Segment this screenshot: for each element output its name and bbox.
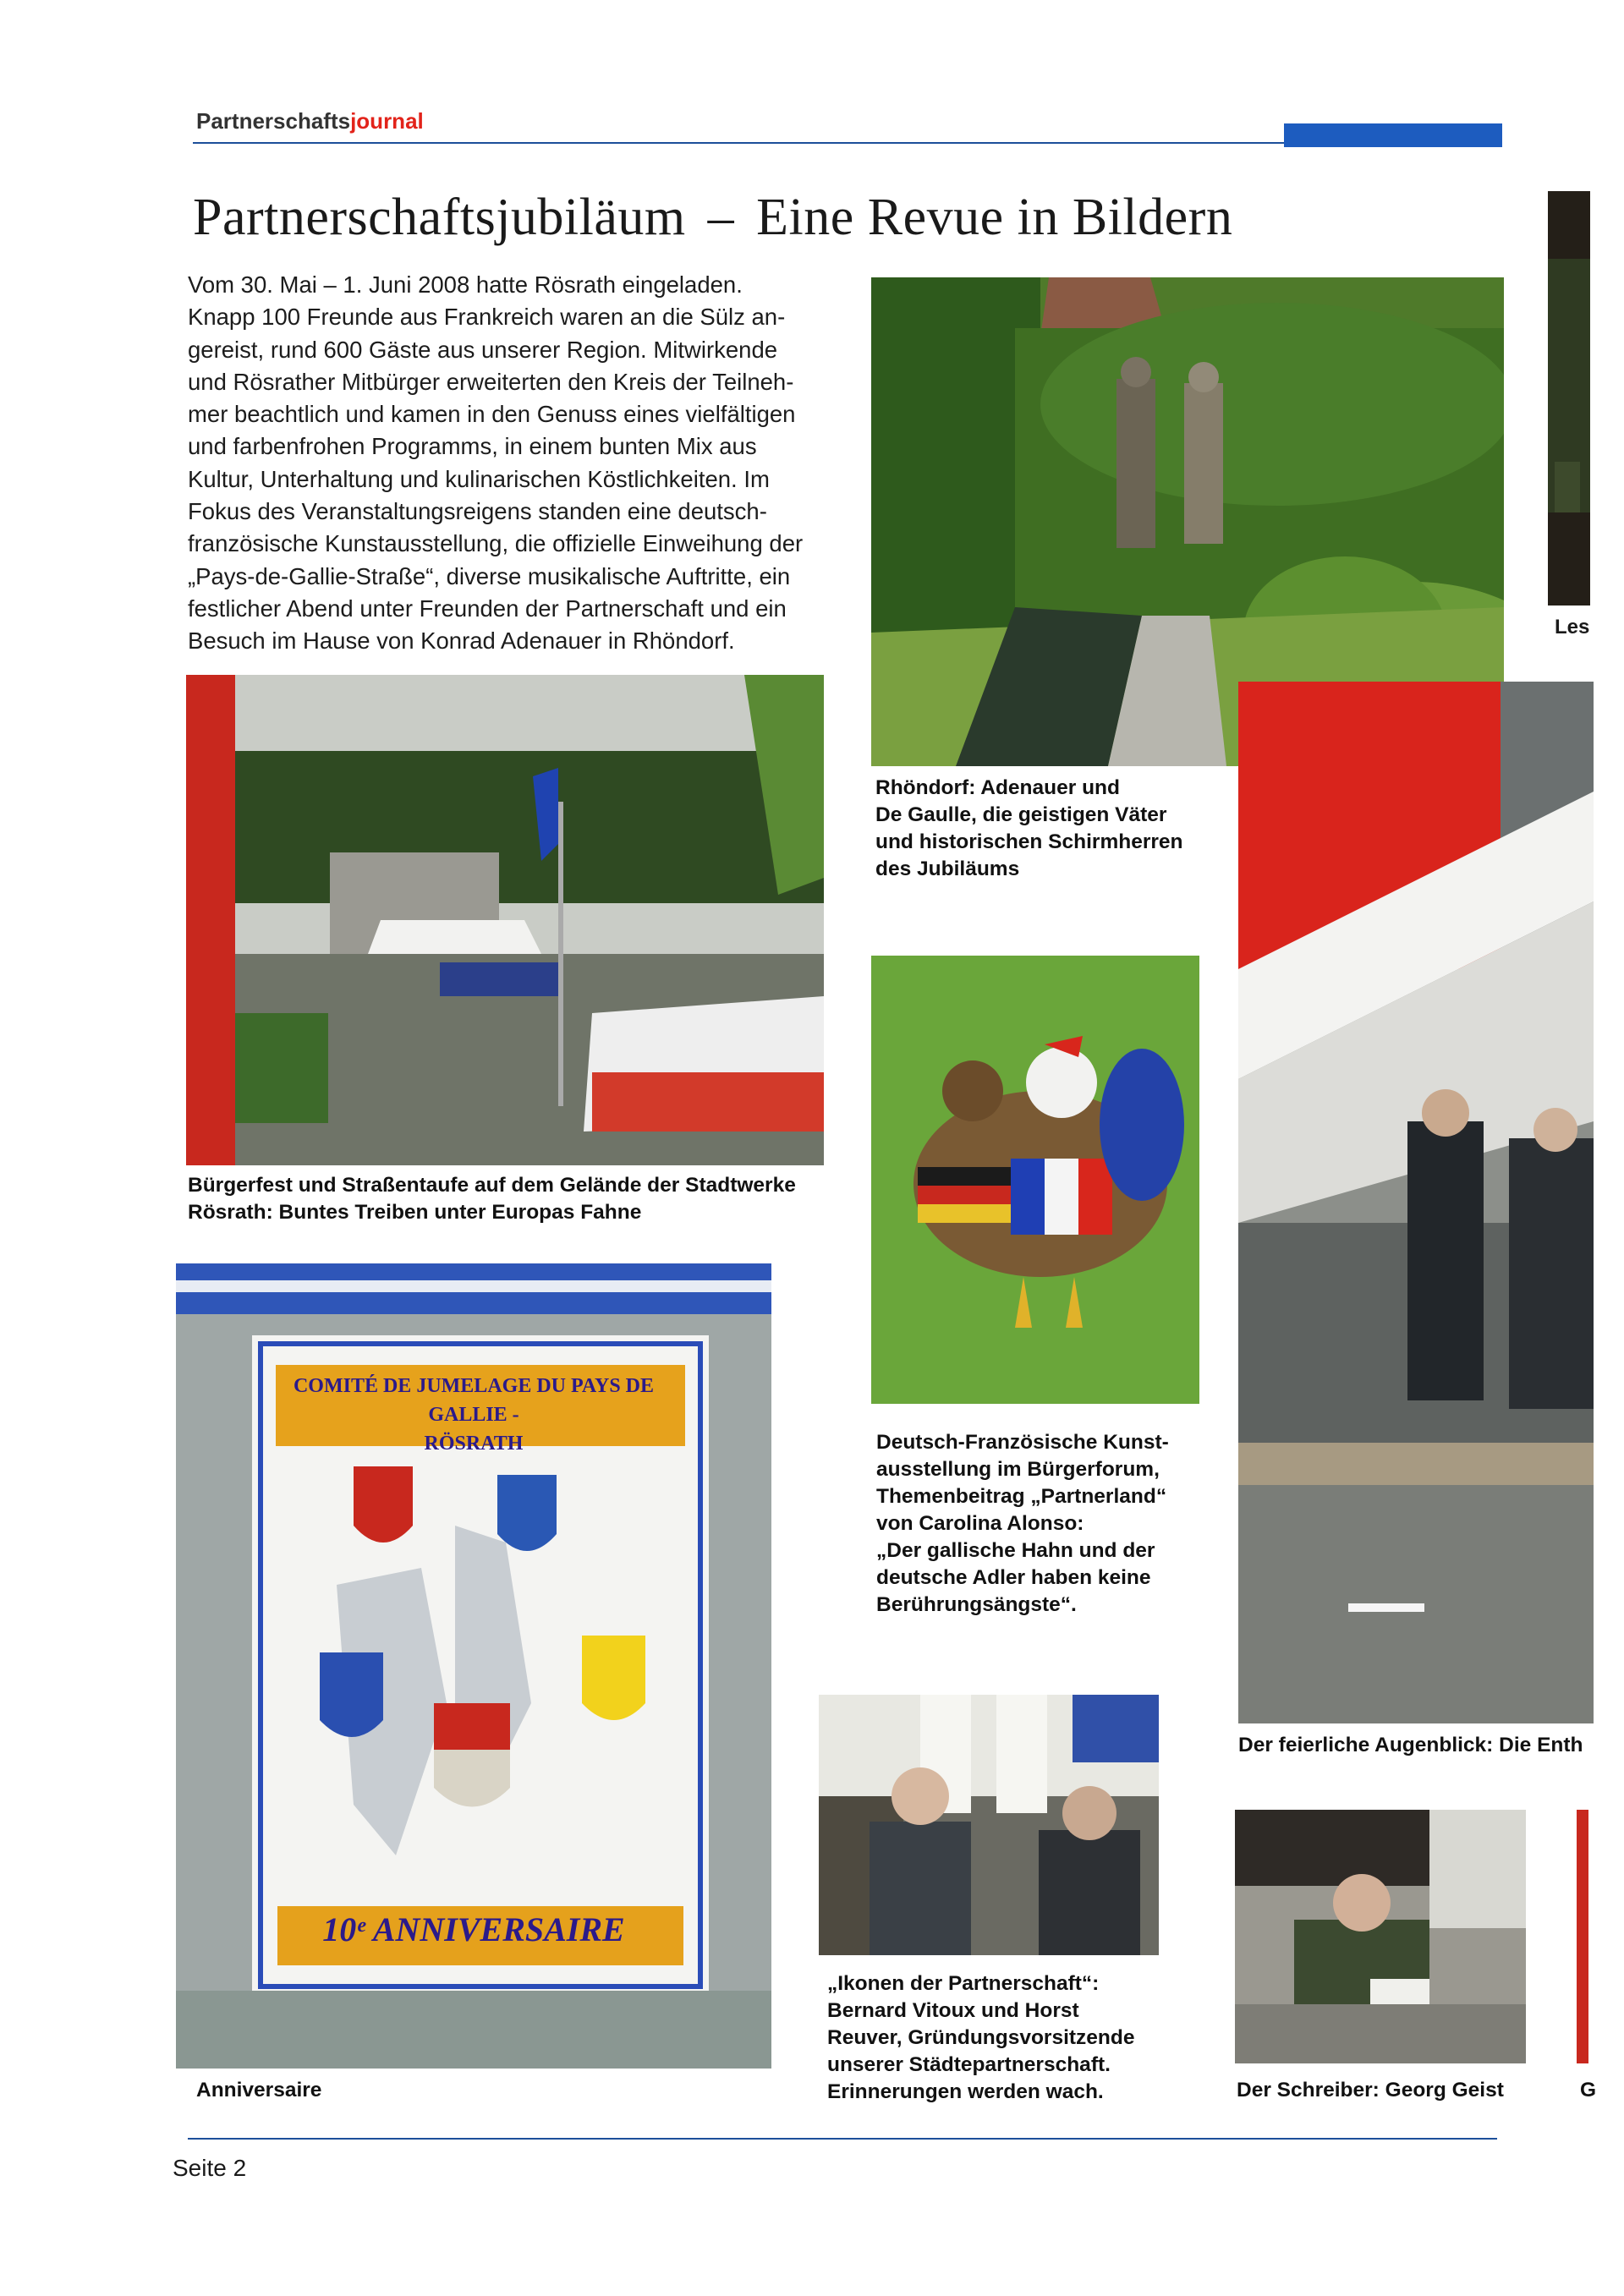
caption-line: Deutsch-Französische Kunst- xyxy=(876,1431,1169,1454)
intro-line: Besuch im Hause von Konrad Adenauer in Rhöndorf. xyxy=(188,627,735,655)
caption-schreiber: Der Schreiber: Georg Geist xyxy=(1237,2079,1504,2101)
edge-text-les: Les xyxy=(1555,616,1590,638)
intro-line: und Rösrather Mitbürger erweiterten den Kreis der Teilneh- xyxy=(188,368,794,395)
caption-feierlich: Der feierliche Augenblick: Die Enth xyxy=(1238,1734,1583,1756)
title-left: Partnerschaftsjubiläum xyxy=(193,189,686,246)
caption-buergerfest xyxy=(188,1172,796,1226)
caption-line: Rhöndorf: Adenauer und xyxy=(875,776,1120,799)
intro-line: französische Kunstausstellung, die offizielle Einweihung der xyxy=(188,530,804,557)
intro-line: Knapp 100 Freunde aus Frankreich waren an die Sülz an- xyxy=(188,304,786,331)
caption-line: deutsche Adler haben keine xyxy=(876,1566,1151,1589)
caption-anniversaire: Anniversaire xyxy=(196,2079,322,2101)
caption-kunst xyxy=(876,1429,1169,1619)
intro-line: Vom 30. Mai – 1. Juni 2008 hatte Rösrath eingeladen. xyxy=(188,271,743,298)
masthead-plain: Partnerschafts xyxy=(196,108,351,134)
caption-line: De Gaulle, die geistigen Väter xyxy=(875,803,1167,826)
caption-ikonen xyxy=(827,1970,1135,2106)
intro-text xyxy=(188,269,829,658)
caption-line: Rösrath: Buntes Treiben unter Europas Fahne xyxy=(188,1201,642,1224)
footer-rule xyxy=(188,2138,1497,2140)
caption-line: von Carolina Alonso: xyxy=(876,1512,1084,1535)
caption-line: Themenbeitrag „Partnerland“ xyxy=(876,1485,1167,1508)
banner-anniversary: 10ᵉ ANNIVERSAIRE xyxy=(322,1910,625,1948)
caption-line: Berührungsängste“. xyxy=(876,1593,1077,1616)
photo-ceremony-tent xyxy=(1238,682,1594,1723)
banner-line-1: COMITÉ DE JUMELAGE DU PAYS DE GALLIE - xyxy=(293,1375,655,1426)
caption-line: des Jubiläums xyxy=(875,858,1020,880)
photo-painting-rooster-eagle xyxy=(871,956,1199,1404)
page-number: Seite 2 xyxy=(173,2155,247,2181)
intro-line: Kultur, Unterhaltung und kulinarischen Köstlichkeiten. Im xyxy=(188,465,770,492)
photo-schreiber xyxy=(1235,1810,1526,2063)
caption-line: „Ikonen der Partnerschaft“: xyxy=(827,1972,1100,1995)
intro-line: „Pays-de-Gallie-Straße“, diverse musikalische Auftritte, ein xyxy=(188,562,791,589)
intro-line: und farbenfrohen Programms, in einem bunten Mix aus xyxy=(188,433,757,460)
caption-line: Reuver, Gründungsvorsitzende xyxy=(827,2026,1135,2049)
banner-line-2: RÖSRATH xyxy=(424,1433,524,1455)
intro-line: festlicher Abend unter Freunden der Partnerschaft und ein xyxy=(188,595,787,622)
caption-rhoendorf xyxy=(875,775,1183,883)
photo-ikonen xyxy=(819,1695,1159,1955)
caption-line: Bernard Vitoux und Horst xyxy=(827,1999,1079,2022)
header-blue-block xyxy=(1284,123,1502,147)
edge-text-g: G xyxy=(1580,2079,1597,2101)
caption-line: „Der gallische Hahn und der xyxy=(876,1539,1155,1562)
caption-line: unserer Städtepartnerschaft. xyxy=(827,2053,1111,2076)
photo-buergerfest xyxy=(186,675,824,1165)
edge-photo-bottom xyxy=(1577,1810,1588,2063)
caption-line: und historischen Schirmherren xyxy=(875,830,1183,853)
edge-photo-top xyxy=(1548,191,1590,606)
caption-line: Bürgerfest und Straßentaufe auf dem Gelände der Stadtwerke xyxy=(188,1174,796,1197)
masthead-accent: journal xyxy=(350,108,424,134)
intro-line: gereist, rund 600 Gäste aus unserer Region. Mitwirkende xyxy=(188,336,778,363)
masthead xyxy=(196,108,424,134)
intro-line: mer beachtlich und kamen in den Genuss eines vielfältigen xyxy=(188,401,796,428)
title-right: Eine Revue in Bildern xyxy=(756,189,1233,246)
caption-line: ausstellung im Bürgerforum, xyxy=(876,1458,1160,1481)
banner-text xyxy=(286,1372,661,1458)
caption-line: Erinnerungen werden wach. xyxy=(827,2080,1104,2103)
article-title xyxy=(193,188,1232,248)
title-separator: – xyxy=(707,189,735,246)
intro-line: Fokus des Veranstaltungsreigens standen eine deutsch- xyxy=(188,498,767,525)
